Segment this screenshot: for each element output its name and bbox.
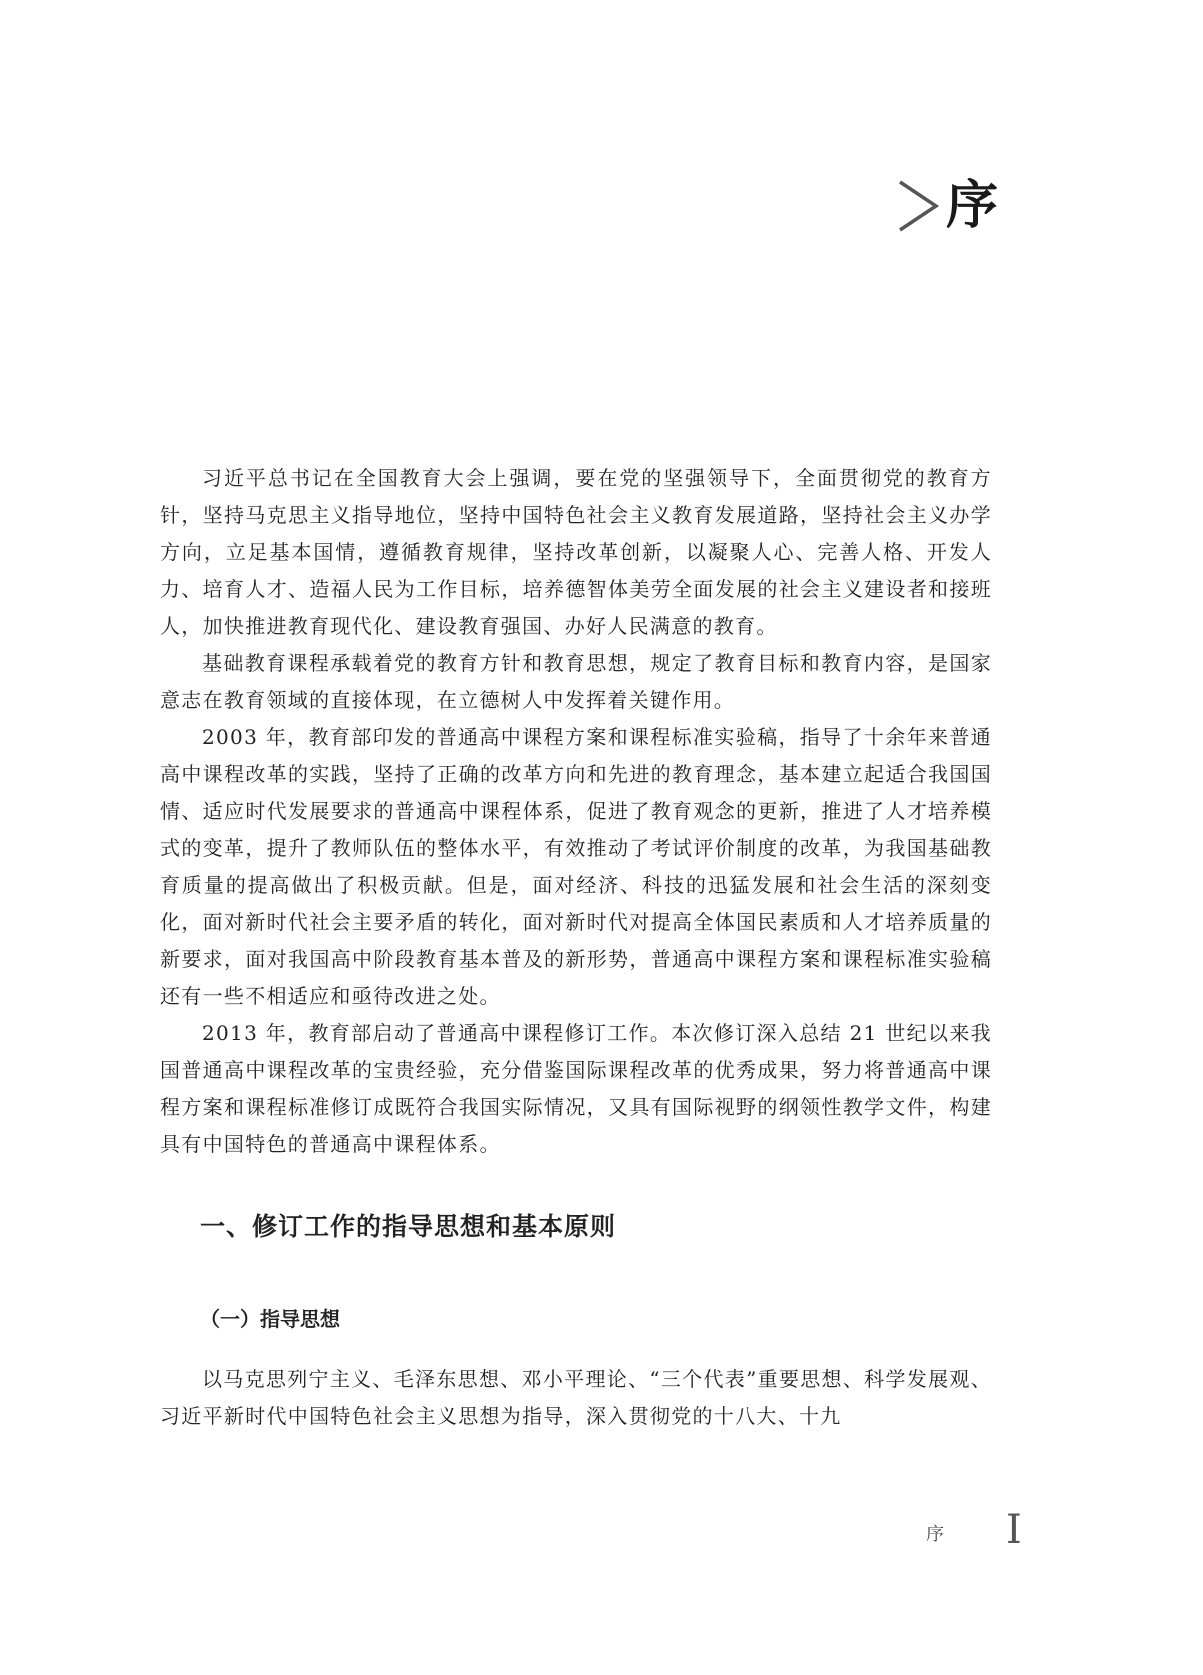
chapter-title: 序 xyxy=(945,176,998,236)
paragraph: 2003 年，教育部印发的普通高中课程方案和课程标准实验稿，指导了十余年来普通高中课程改革的实践，坚持了正确的改革方向和先进的教育理念，基本建立起适合我国国情、适应时代发展要求的普通高中课程体系，促进了教育观念的更新，推进了人才培养模式的变革，提升了教师队伍的整体水平，有效推动了考试评价制度的改革，为我国基础教育质量的提高做出了积极贡献。但是，面对经济、科技的迅猛发展和社会生活的深刻变化，面对新时代社会主要矛盾的转化，面对新时代对提高全体国民素质和人才培养质量的新要求，面对我国高中阶段教育基本普及的新形势，普通高中课程方案和课程标准实验稿还有一些不相适应和亟待改进之处。 xyxy=(160,725,992,1008)
paragraph: 以马克思列宁主义、毛泽东思想、邓小平理论、“三个代表”重要思想、科学发展观、习近平新时代中国特色社会主义思想为指导，深入贯彻党的十八大、十九 xyxy=(160,1367,992,1428)
section-title: 一、修订工作的指导思想和基本原则 xyxy=(200,1212,617,1241)
chevron-right-icon xyxy=(896,178,940,234)
body-text xyxy=(160,460,992,1435)
paragraph: 2013 年，教育部启动了普通高中课程修订工作。本次修订深入总结 21 世纪以来我国普通高中课程改革的宝贵经验，充分借鉴国际课程改革的优秀成果，努力将普通高中课程方案和课程标准修订成既符合我国实际情况，又具有国际视野的纲领性教学文件，构建具有中国特色的普通高中课程体系。 xyxy=(160,1021,992,1156)
paragraph: 基础教育课程承载着党的教育方针和教育思想，规定了教育目标和教育内容，是国家意志在教育领域的直接体现，在立德树人中发挥着关键作用。 xyxy=(160,651,992,712)
subsection-title: （一）指导思想 xyxy=(200,1307,340,1331)
page-number: I xyxy=(1006,1507,1022,1553)
footer-label: 序 xyxy=(926,1524,944,1545)
chapter-heading xyxy=(896,178,998,234)
paragraph: 习近平总书记在全国教育大会上强调，要在党的坚强领导下，全面贯彻党的教育方针，坚持马克思主义指导地位，坚持中国特色社会主义教育发展道路，坚持社会主义办学方向，立足基本国情，遵循教育规律，坚持改革创新，以凝聚人心、完善人格、开发人力、培育人才、造福人民为工作目标，培养德智体美劳全面发展的社会主义建设者和接班人，加快推进教育现代化、建设教育强国、办好人民满意的教育。 xyxy=(160,466,992,638)
